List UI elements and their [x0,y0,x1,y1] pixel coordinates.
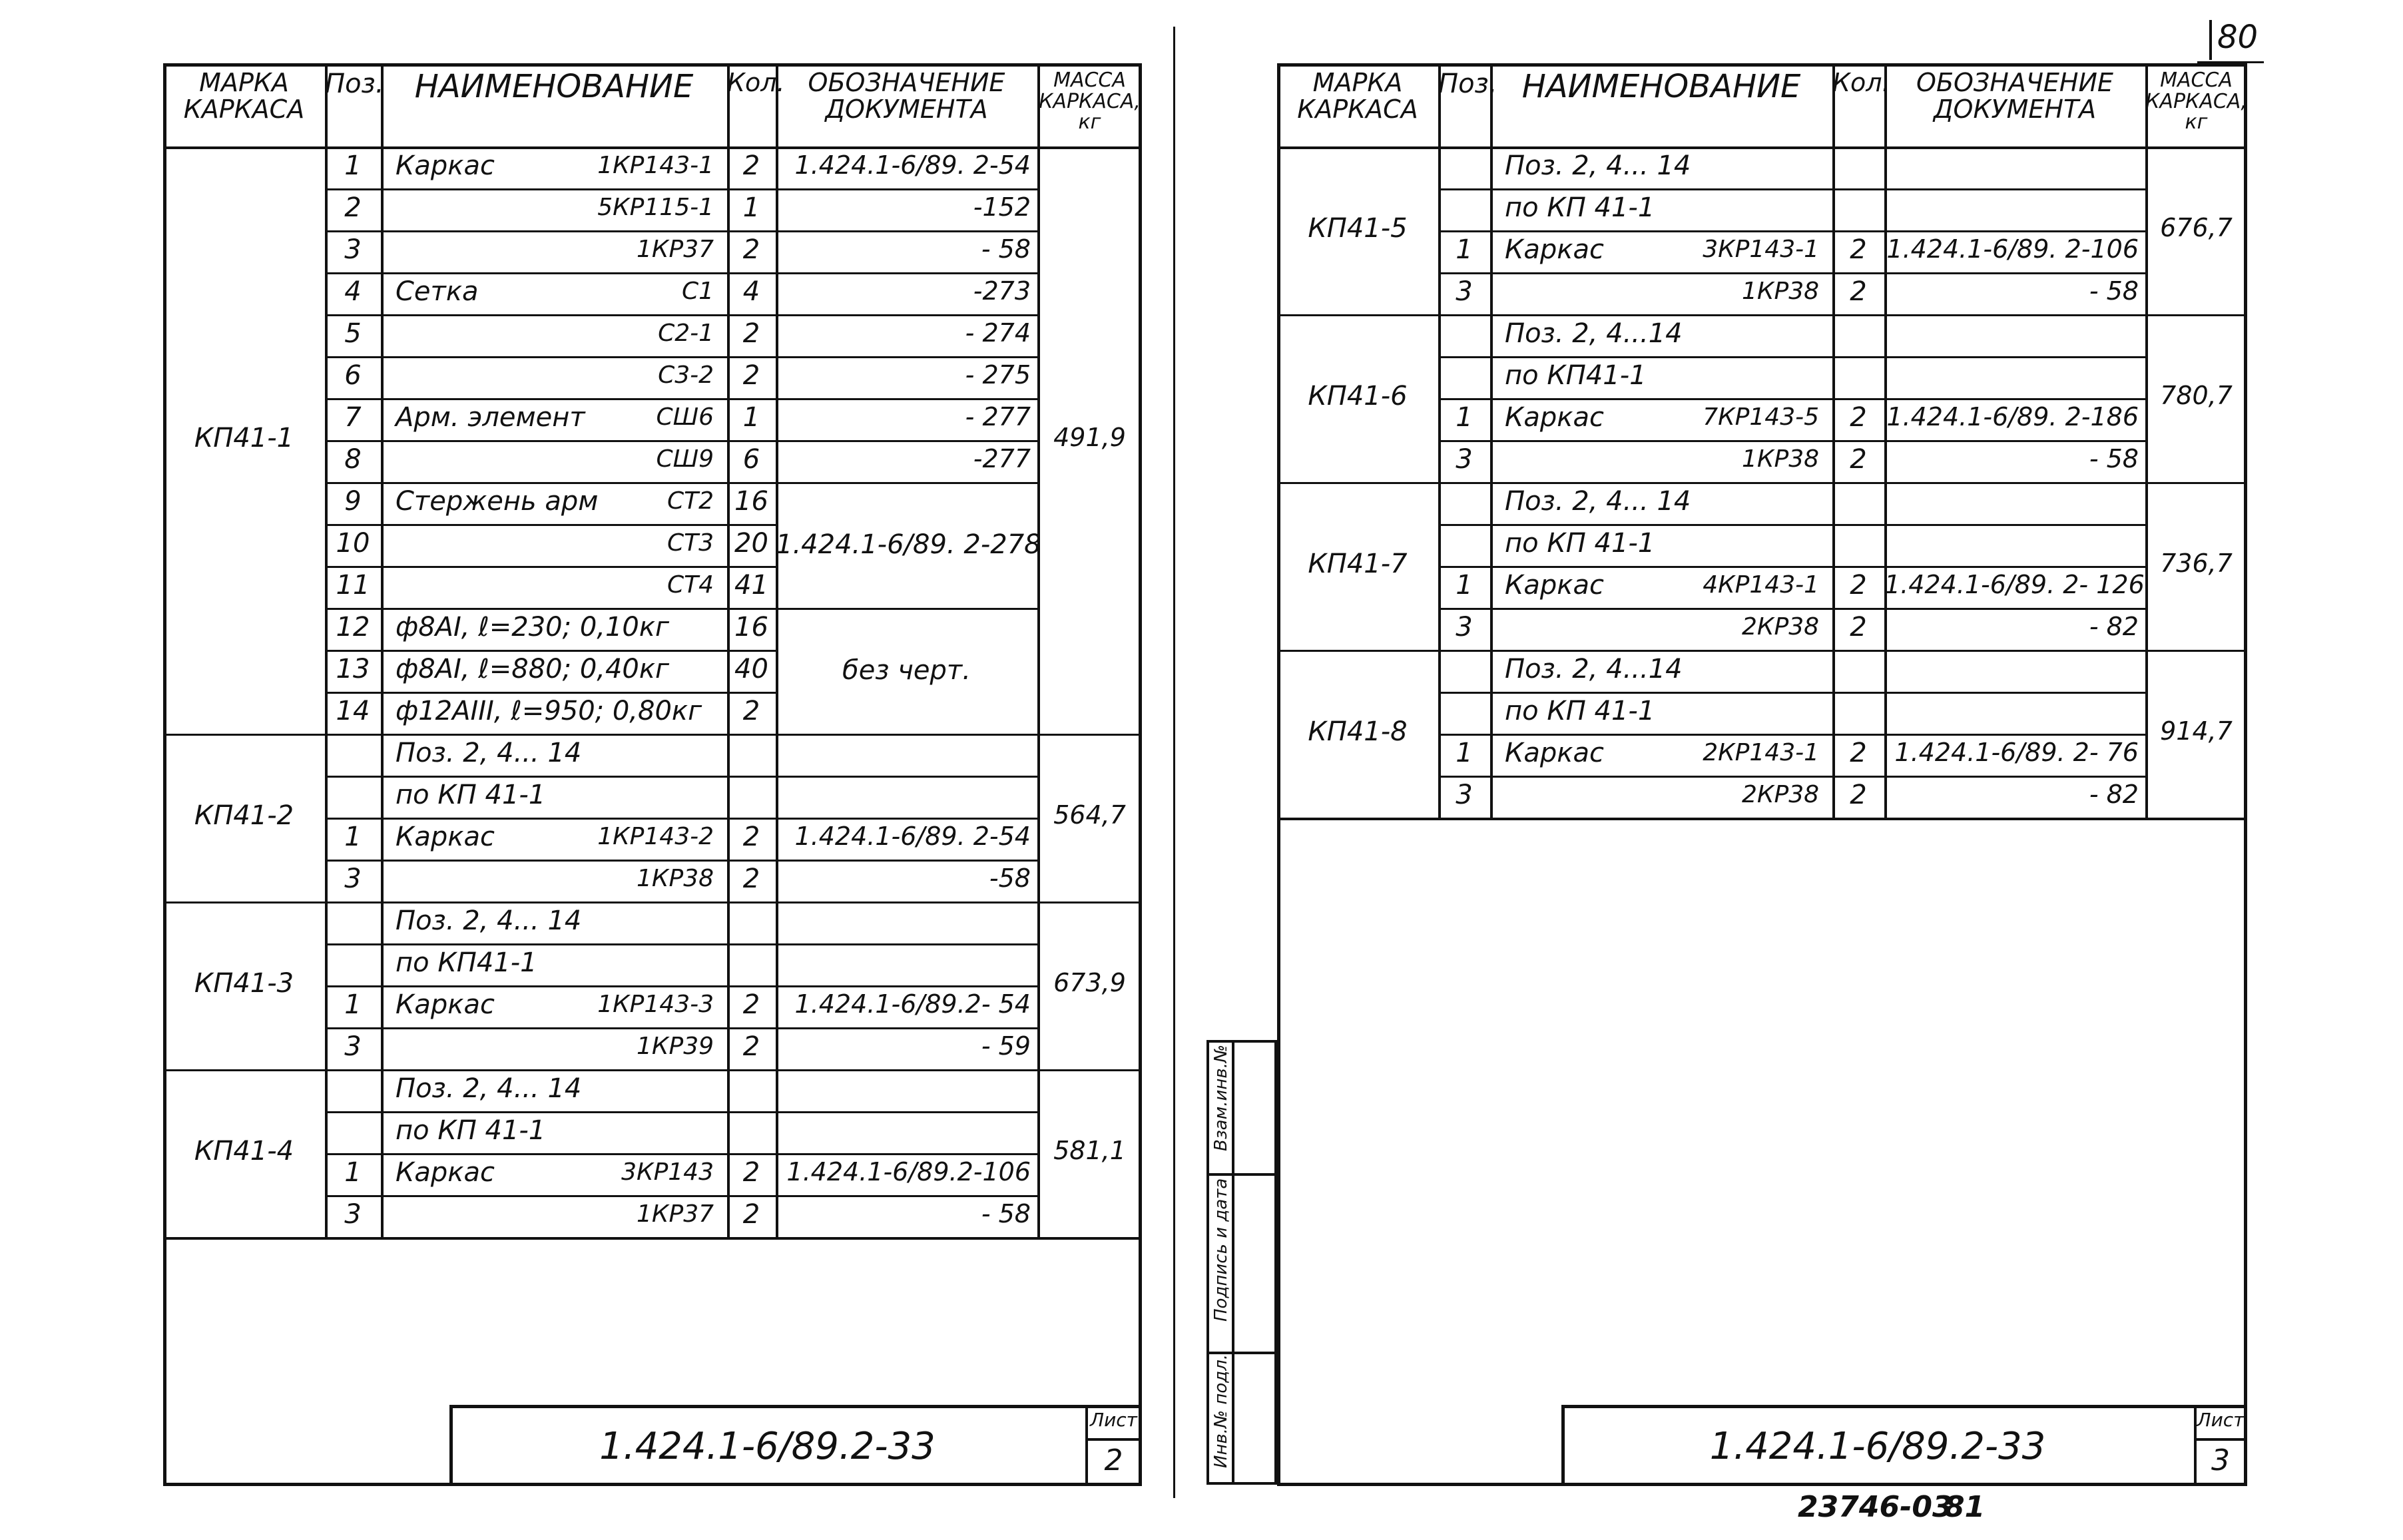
table-cell-poz: 3 [1456,444,1473,475]
group-mark: КП41-6 [1308,381,1408,411]
left-header-mass: МАССА КАРКАСА, кг [1039,69,1141,134]
table-cell-name: Каркас [396,1157,495,1188]
table-cell-kol: 2 [1850,276,1867,307]
left-row-line [325,692,776,694]
right-row-line [1277,650,2247,652]
table-cell-name: Сетка [396,276,479,307]
table-cell-kol: 1 [742,402,760,433]
table-cell-kol: 41 [734,570,768,601]
table-cell-poz: 3 [1456,780,1473,810]
table-cell-doc: 1.424.1-6/89. 2-54 [794,150,1031,180]
table-cell-doc: - 58 [981,234,1031,264]
right-row-line [1438,734,2145,736]
group-mark: КП41-7 [1308,549,1408,579]
table-cell-poz: 5 [344,318,362,349]
left-row-line [325,818,1037,820]
table-cell-poz: 1 [344,150,362,181]
table-cell-kol: 2 [742,1031,760,1062]
right-row-line [1438,398,2145,400]
table-cell-poz: 13 [336,654,370,684]
group-mass: 676,7 [2160,213,2233,242]
center-divider [1173,27,1175,1498]
left-sheet-label: Лист [1090,1409,1137,1431]
right-header-kol: Кол. [1832,68,1890,97]
table-cell-kol: 1 [742,192,760,223]
table-cell-name: по КП 41-1 [396,780,546,810]
table-cell-doc: 1.424.1-6/89. 2- 126 [1884,570,2145,599]
group-mass: 673,9 [1053,968,1126,997]
group-mass: 491,9 [1053,423,1126,452]
table-cell-kol: 2 [1850,738,1867,768]
page-number: 80 [2217,19,2259,56]
table-cell-doc: 1.424.1-6/89. 2-54 [794,822,1031,851]
table-cell-code: СТ4 [667,571,714,599]
table-cell-name: Поз. 2, 4... 14 [396,1073,582,1104]
right-header-doc: ОБОЗНАЧЕНИЕ ДОКУМЕНТА [1916,68,2113,124]
table-cell-code: СШ6 [656,403,714,431]
left-title-doc: 1.424.1-6/89.2-33 [599,1425,935,1468]
right-row-line [1277,314,2247,316]
table-cell-name: Арм. элемент [396,402,585,433]
left-header-doc: ОБОЗНАЧЕНИЕ ДОКУМЕНТА [808,68,1005,124]
table-cell-poz: 4 [344,276,362,307]
table-cell-code: 5КР115-1 [597,194,714,221]
left-row-line [325,272,1037,274]
table-cell-code: С1 [681,278,714,305]
table-cell-doc: - 275 [965,360,1031,389]
left-row-line [325,943,1037,945]
table-cell-name: по КП41-1 [396,947,537,978]
left-row-line [325,188,1037,190]
table-cell-doc: -58 [989,864,1031,893]
table-cell-poz: 11 [336,570,370,601]
left-sheet-number: 2 [1104,1443,1123,1477]
table-cell-poz: 1 [344,822,362,852]
group-mass: 564,7 [1053,800,1126,830]
table-cell-name: Каркас [396,989,495,1020]
right-header-poz: Поз. [1438,69,1497,99]
table-cell-kol: 20 [734,528,768,559]
table-cell-poz: 9 [344,486,362,517]
left-table-end-line [163,1237,1142,1240]
table-cell-name: Поз. 2, 4... 14 [1505,150,1691,181]
table-cell-kol: 2 [742,864,760,894]
group-mass: 780,7 [2160,381,2233,410]
table-cell-name: по КП 41-1 [1505,528,1655,559]
table-cell-kol: 2 [1850,570,1867,601]
table-cell-doc: -277 [973,444,1031,473]
table-cell-poz: 2 [344,192,362,223]
table-cell-kol: 2 [742,989,760,1020]
bottom-code: 23746-03 [1798,1490,1953,1524]
left-header-name: НАИМЕНОВАНИЕ [414,68,694,105]
right-row-line [1438,776,2145,778]
table-cell-poz: 8 [344,444,362,475]
table-cell-code: 2КР38 [1742,781,1819,808]
table-cell-name: по КП 41-1 [1505,696,1655,726]
table-cell-doc: 1.424.1-6/89. 2- 76 [1894,738,2139,767]
left-row-line [325,440,1037,442]
left-col-line-5 [1037,63,1040,1237]
table-cell-name: ф12АIII, ℓ=950; 0,80кг [396,696,702,726]
table-cell-kol: 2 [742,234,760,265]
right-row-line [1277,482,2247,484]
table-cell-code: СТ3 [667,529,714,557]
table-cell-doc: 1.424.1-6/89. 2-186 [1886,402,2139,431]
right-row-line [1438,524,2145,526]
right-sheet-label: Лист [2197,1409,2245,1431]
table-cell-kol: 16 [734,612,768,642]
table-cell-code: 1КР37 [637,236,714,263]
bottom-num: 81 [1944,1490,1986,1524]
group-mark: КП41-1 [194,423,294,453]
table-cell-code: 1КР143-3 [597,991,714,1018]
table-cell-poz: 12 [336,612,370,642]
table-cell-poz: 3 [344,864,362,894]
table-cell-kol: 4 [742,276,760,307]
left-row-line [325,776,1037,778]
left-row-line [325,860,1037,862]
right-row-line [1438,566,2145,568]
right-header-mass: МАССА КАРКАСА, кг [2145,69,2247,134]
group-mark: КП41-5 [1308,213,1408,244]
table-cell-doc: 1.424.1-6/89.2-106 [786,1157,1031,1186]
table-cell-kol: 2 [1850,444,1867,475]
table-cell-name: Поз. 2, 4... 14 [1505,486,1691,517]
table-cell-poz: 1 [1456,234,1473,265]
table-cell-doc: -273 [973,276,1031,306]
table-cell-name: по КП 41-1 [396,1115,546,1146]
table-cell-code: С3-2 [658,362,714,389]
table-cell-code: 1КР143-2 [597,823,714,850]
group-mark: КП41-4 [194,1136,294,1166]
right-header-name: НАИМЕНОВАНИЕ [1521,68,1801,105]
table-cell-name: Стержень арм [396,486,599,517]
table-cell-doc: - 58 [981,1199,1031,1228]
left-row-line [325,1153,1037,1155]
table-cell-code: С2-1 [658,320,714,347]
table-cell-name: Поз. 2, 4...14 [1505,654,1683,684]
table-cell-doc: - 274 [965,318,1031,348]
table-cell-code: 1КР143-1 [597,152,714,179]
table-cell-kol: 2 [742,150,760,181]
right-title-sheet-line [2194,1438,2247,1441]
table-cell-kol: 2 [1850,402,1867,433]
right-header-line [1277,146,2247,149]
table-cell-code: 1КР37 [637,1200,714,1228]
table-cell-doc-merged: 1.424.1-6/89. 2-278 [776,529,1041,560]
table-cell-poz: 3 [344,1031,362,1062]
left-row-line [163,1069,1142,1071]
table-cell-poz: 3 [1456,276,1473,307]
left-row-line [325,566,776,568]
table-cell-doc: 1.424.1-6/89. 2-106 [1886,234,2139,264]
table-cell-doc: - 58 [2089,444,2139,473]
left-header-line [163,146,1142,149]
left-header-kol: Кол. [727,68,785,97]
table-cell-poz: 6 [344,360,362,391]
table-cell-poz: 1 [1456,570,1473,601]
right-row-line [1438,188,2145,190]
right-col-line-5 [2145,63,2148,818]
table-cell-name: Каркас [1505,234,1604,265]
table-cell-name: Поз. 2, 4... 14 [396,905,582,936]
group-mass: 914,7 [2160,716,2233,746]
left-row-line [325,230,1037,232]
table-cell-name: ф8АI, ℓ=230; 0,10кг [396,612,670,642]
side-stamp-row-1 [1206,1173,1277,1176]
side-stamp-vzam: Взам.инв.№ [1211,1045,1231,1151]
table-cell-kol: 2 [742,1199,760,1230]
left-title-sheet-line [1085,1438,1142,1441]
table-cell-poz: 14 [336,696,370,726]
left-row-line [325,1027,1037,1029]
table-cell-name: Поз. 2, 4... 14 [396,738,582,768]
table-cell-kol: 2 [742,696,760,726]
table-cell-kol: 2 [742,1157,760,1188]
table-cell-poz: 3 [1456,612,1473,642]
table-cell-name: Каркас [1505,738,1604,768]
table-cell-kol: 40 [734,654,768,684]
left-row-line [325,1111,1037,1113]
table-cell-kol: 2 [1850,612,1867,642]
left-row-line [325,985,1037,987]
right-sheet-number: 3 [2211,1443,2230,1477]
table-cell-code: 3КР143-1 [1703,236,1819,263]
table-cell-code: 3КР143 [621,1158,714,1186]
table-cell-name: Каркас [1505,402,1604,433]
left-header-marka: МАРКА КАРКАСА [183,68,305,124]
side-stamp-podpis: Подпись и дата [1211,1178,1231,1322]
right-table-end-line [1277,818,2247,820]
left-row-line [163,901,1142,903]
left-row-line [325,1195,1037,1197]
right-row-line [1438,608,2145,610]
table-cell-code: 1КР38 [1742,445,1819,473]
right-row-line [1438,440,2145,442]
right-row-line [1438,356,2145,358]
table-cell-doc: - 82 [2089,780,2139,809]
right-header-marka: МАРКА КАРКАСА [1297,68,1418,124]
left-row-line [325,398,1037,400]
table-cell-poz: 1 [1456,402,1473,433]
group-mark: КП41-3 [194,968,294,999]
group-mass: 581,1 [1053,1136,1126,1165]
group-mark: КП41-2 [194,800,294,831]
table-cell-name: Каркас [396,150,495,181]
table-cell-doc: -152 [973,192,1031,222]
left-row-line [325,314,1037,316]
table-cell-kol: 2 [742,822,760,852]
table-cell-kol: 2 [1850,234,1867,265]
table-cell-poz: 3 [344,234,362,265]
table-cell-name: по КП41-1 [1505,360,1647,391]
table-cell-code: 2КР143-1 [1703,739,1819,766]
table-cell-doc: 1.424.1-6/89.2- 54 [794,989,1031,1019]
right-row-line [1438,272,2145,274]
group-mass: 736,7 [2160,549,2233,578]
table-cell-kol: 2 [742,318,760,349]
table-cell-code: 2КР38 [1742,613,1819,641]
table-cell-code: 1КР38 [637,865,714,892]
left-header-poz: Поз. [325,69,384,99]
table-cell-name: Каркас [1505,570,1604,601]
table-cell-doc: - 277 [965,402,1031,431]
side-stamp-inv: Инв.№ подл. [1211,1354,1231,1468]
table-cell-poz: 10 [336,528,370,559]
table-cell-kol: 6 [742,444,760,475]
table-cell-name: ф8АI, ℓ=880; 0,40кг [396,654,670,684]
table-cell-kol: 16 [734,486,768,517]
left-row-line [325,524,776,526]
table-cell-doc: - 59 [981,1031,1031,1061]
left-row-line [325,650,776,652]
table-cell-kol: 2 [742,360,760,391]
right-row-line [1438,230,2145,232]
left-merged-line [776,608,1037,610]
table-cell-code: СШ9 [656,445,714,473]
left-merged-line [776,482,1037,484]
table-cell-code: 7КР143-5 [1703,403,1819,431]
table-cell-code: 1КР38 [1742,278,1819,305]
left-row-line [163,734,1142,736]
table-cell-kol: 2 [1850,780,1867,810]
side-stamp-divider [1232,1040,1234,1485]
right-title-doc: 1.424.1-6/89.2-33 [1709,1425,2046,1468]
table-cell-poz: 1 [344,989,362,1020]
table-cell-name: Поз. 2, 4...14 [1505,318,1683,349]
table-cell-code: 1КР39 [637,1033,714,1060]
left-row-line [325,356,1037,358]
table-cell-doc-merged: без черт. [842,654,971,686]
table-cell-poz: 1 [1456,738,1473,768]
right-row-line [1438,692,2145,694]
page-number-tick [2209,20,2212,60]
table-cell-doc: - 58 [2089,276,2139,306]
table-cell-doc: - 82 [2089,612,2139,641]
table-cell-code: СТ2 [667,487,714,515]
table-cell-poz: 1 [344,1157,362,1188]
table-cell-code: 4КР143-1 [1703,571,1819,599]
table-cell-name: Каркас [396,822,495,852]
group-mark: КП41-8 [1308,716,1408,747]
table-cell-poz: 7 [344,402,362,433]
table-cell-name: по КП 41-1 [1505,192,1655,223]
table-cell-poz: 3 [344,1199,362,1230]
